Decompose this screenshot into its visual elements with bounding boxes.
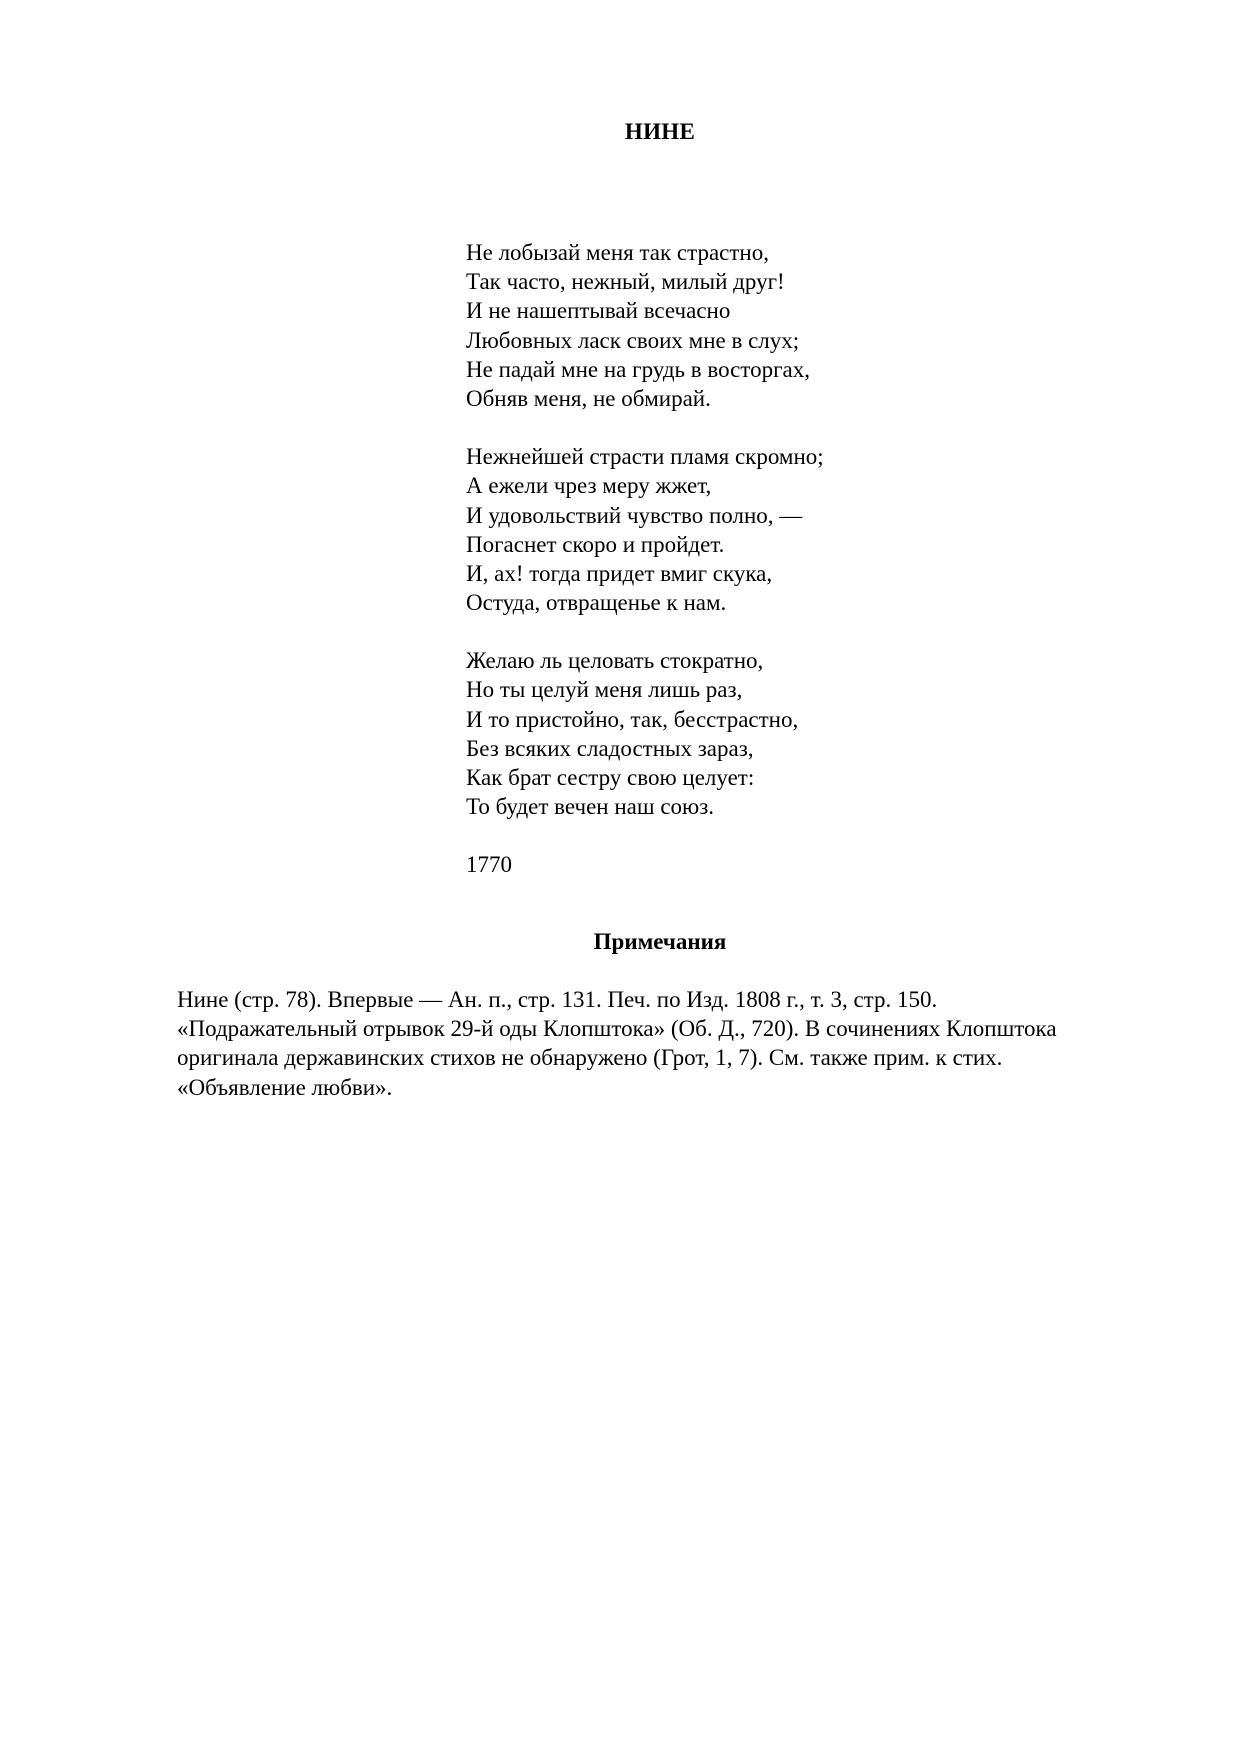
poem-line: И то пристойно, так, бесстрастно, bbox=[466, 706, 799, 732]
stanza-1 bbox=[466, 238, 824, 413]
poem-line: Так часто, нежный, милый друг! bbox=[466, 269, 785, 295]
poem-line: Остуда, отвращенье к нам. bbox=[466, 590, 727, 616]
notes-line: «Подражательный отрывок 29-й оды Клопштока» (Об. Д., 720). В сочинениях Клопштока bbox=[177, 1016, 1057, 1042]
notes-heading: Примечания bbox=[593, 929, 727, 954]
stanza-3 bbox=[466, 646, 824, 821]
poem-line: А ежели чрез меру жжет, bbox=[466, 473, 712, 499]
poem-line: И, ах! тогда придет вмиг скука, bbox=[466, 560, 773, 586]
stanza-2 bbox=[466, 442, 824, 617]
poem-line: Как брат сестру свою целует: bbox=[466, 765, 755, 790]
poem-line: Любовных ласк своих мне в слух; bbox=[466, 327, 800, 353]
poem-line: Погаснет скоро и пройдет. bbox=[466, 531, 725, 557]
poem-title: НИНЕ bbox=[624, 119, 696, 144]
poem-line: Не лобызай меня так страстно, bbox=[466, 240, 769, 265]
notes-text bbox=[177, 985, 1137, 1102]
poem-line: Без всяких сладостных зараз, bbox=[466, 735, 754, 761]
notes-line: Нине (стр. 78). Впервые — Ан. п., стр. 131. Печ. по Изд. 1808 г., т. 3, стр. 150. bbox=[177, 987, 938, 1012]
poem-date: 1770 bbox=[466, 852, 512, 878]
notes-line: оригинала державинских стихов не обнаружено (Грот, 1, 7). См. также прим. к стих. bbox=[177, 1045, 1003, 1071]
poem-line: И удовольствий чувство полно, — bbox=[466, 502, 803, 528]
poem-line: Желаю ль целовать стократно, bbox=[466, 648, 764, 674]
poem-line: То будет вечен наш союз. bbox=[466, 794, 715, 820]
notes-line: «Объявление любви». bbox=[177, 1074, 393, 1100]
poem-line: И не нашептывай всечасно bbox=[466, 298, 731, 324]
poem-line: Обняв меня, не обмирай. bbox=[466, 385, 711, 411]
poem-line: Нежнейшей страсти пламя скромно; bbox=[466, 444, 824, 470]
poem-line: Но ты целуй меня лишь раз, bbox=[466, 677, 743, 703]
poem-body bbox=[466, 238, 824, 880]
poem-line: Не падай мне на грудь в восторгах, bbox=[466, 356, 811, 382]
